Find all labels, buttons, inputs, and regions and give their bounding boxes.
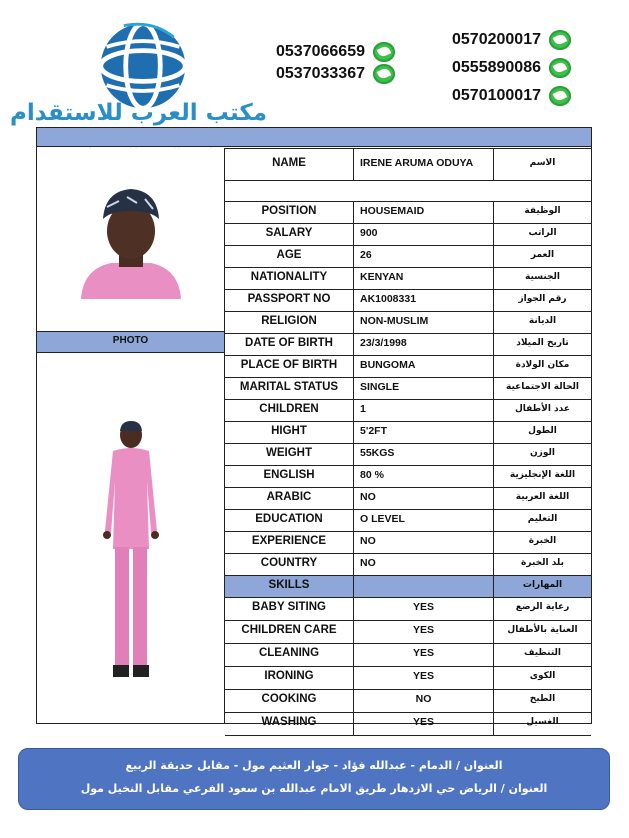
field-row bbox=[225, 268, 591, 290]
field-label: RELIGION bbox=[225, 312, 354, 333]
field-value: HOUSEMAID bbox=[354, 202, 494, 223]
table-header-band bbox=[36, 127, 592, 147]
field-value: KENYAN bbox=[354, 268, 494, 289]
field-label: BABY SITING bbox=[225, 598, 354, 620]
field-row bbox=[225, 466, 591, 488]
field-label-arabic: التعليم bbox=[527, 514, 558, 524]
field-label: PASSPORT NO bbox=[225, 290, 354, 311]
field-value: 55KGS bbox=[354, 444, 494, 465]
skill-row bbox=[225, 690, 591, 713]
field-row bbox=[225, 422, 591, 444]
portrait-photo bbox=[37, 148, 224, 331]
field-label: CLEANING bbox=[225, 644, 354, 666]
photo-label: PHOTO bbox=[37, 331, 224, 353]
address-footer bbox=[18, 748, 610, 810]
field-label: DATE OF BIRTH bbox=[225, 334, 354, 355]
field-label-arabic: العمر bbox=[530, 250, 555, 260]
phone-right-3[interactable] bbox=[452, 86, 571, 106]
address-line-2: العنوان / الرياض حي الازدهار طريق الامام عبدالله بن سعود الفرعي مقابل النخيل مول bbox=[80, 782, 548, 795]
skill-row bbox=[225, 598, 591, 621]
field-value: NO bbox=[354, 554, 494, 575]
field-label-arabic: الديانة bbox=[528, 316, 557, 326]
whatsapp-icon bbox=[549, 58, 571, 78]
field-value: BUNGOMA bbox=[354, 356, 494, 377]
skills-value-empty bbox=[354, 576, 494, 597]
skill-row bbox=[225, 667, 591, 690]
field-label-arabic: الاسم bbox=[529, 158, 556, 168]
field-value: YES bbox=[354, 667, 494, 689]
field-label-arabic: بلد الخبرة bbox=[521, 558, 564, 568]
field-label: NATIONALITY bbox=[225, 268, 354, 289]
field-label: EXPERIENCE bbox=[225, 532, 354, 553]
field-label-arabic: الوزن bbox=[530, 448, 555, 458]
skills-header-row bbox=[225, 576, 591, 598]
field-value: NO bbox=[354, 488, 494, 509]
field-label: POSITION bbox=[225, 202, 354, 223]
field-label-arabic: الحالة الاجتماعية bbox=[506, 382, 579, 392]
full-body-photo bbox=[37, 353, 224, 723]
field-value: YES bbox=[354, 598, 494, 620]
field-row bbox=[225, 334, 591, 356]
field-value: 23/3/1998 bbox=[354, 334, 494, 355]
field-row bbox=[225, 148, 591, 181]
phone-number: 0570200017 bbox=[452, 31, 541, 48]
field-label: WEIGHT bbox=[225, 444, 354, 465]
field-label: NAME bbox=[225, 149, 354, 181]
field-label: COUNTRY bbox=[225, 554, 354, 575]
field-value: SINGLE bbox=[354, 378, 494, 399]
skills-label: SKILLS bbox=[225, 576, 354, 597]
whatsapp-icon bbox=[549, 86, 571, 106]
full-body-image bbox=[91, 421, 171, 691]
blank-row bbox=[225, 181, 591, 202]
phone-number: 0537066659 bbox=[276, 43, 365, 60]
portrait-image bbox=[71, 181, 191, 299]
field-label-arabic: الغسيل bbox=[526, 717, 559, 727]
field-value: NO bbox=[354, 532, 494, 553]
field-label-arabic: الجنسية bbox=[525, 272, 560, 282]
field-value: 1 bbox=[354, 400, 494, 421]
field-label-arabic: اللغة العربية bbox=[515, 492, 570, 502]
field-label: ENGLISH bbox=[225, 466, 354, 487]
field-label: COOKING bbox=[225, 690, 354, 712]
field-value: O LEVEL bbox=[354, 510, 494, 531]
phone-number: 0537033367 bbox=[276, 65, 365, 82]
field-value: NO bbox=[354, 690, 494, 712]
phone-right-1[interactable] bbox=[452, 30, 571, 50]
field-label-arabic: رعاية الرضع bbox=[515, 602, 570, 612]
field-row bbox=[225, 400, 591, 422]
field-value: YES bbox=[354, 644, 494, 666]
field-row bbox=[225, 444, 591, 466]
field-row bbox=[225, 554, 591, 576]
field-row bbox=[225, 510, 591, 532]
field-label: PLACE OF BIRTH bbox=[225, 356, 354, 377]
field-value: YES bbox=[354, 621, 494, 643]
field-value: 26 bbox=[354, 246, 494, 267]
field-label: CHILDREN CARE bbox=[225, 621, 354, 643]
field-value: AK1008331 bbox=[354, 290, 494, 311]
field-row bbox=[225, 224, 591, 246]
field-row bbox=[225, 246, 591, 268]
brand-name: مكتب العرب للاستقدام bbox=[10, 100, 267, 126]
field-value: YES bbox=[354, 713, 494, 735]
field-value: NON-MUSLIM bbox=[354, 312, 494, 333]
skill-row bbox=[225, 621, 591, 644]
field-label: SALARY bbox=[225, 224, 354, 245]
field-label-arabic: تاريخ الميلاد bbox=[516, 338, 569, 348]
skills-label-arabic: المهارات bbox=[494, 576, 591, 597]
whatsapp-icon bbox=[549, 30, 571, 50]
field-label: AGE bbox=[225, 246, 354, 267]
address-line-1: العنوان / الدمام - عبدالله فؤاد - جوار العثيم مول - مقابل حديقة الربيع bbox=[125, 759, 503, 772]
field-row bbox=[225, 378, 591, 400]
field-value: 80 % bbox=[354, 466, 494, 487]
field-row bbox=[225, 202, 591, 224]
phone-left-1[interactable] bbox=[276, 42, 395, 62]
phone-right-2[interactable] bbox=[452, 58, 571, 78]
field-row bbox=[225, 488, 591, 510]
whatsapp-icon bbox=[373, 64, 395, 84]
field-label-arabic: الخبرة bbox=[528, 536, 557, 546]
field-label-arabic: الكوى bbox=[529, 671, 556, 681]
field-label: EDUCATION bbox=[225, 510, 354, 531]
field-label-arabic: العناية بالأطفال bbox=[507, 625, 578, 635]
field-label: CHILDREN bbox=[225, 400, 354, 421]
skill-row bbox=[225, 713, 591, 736]
whatsapp-icon bbox=[373, 42, 395, 62]
field-row bbox=[225, 356, 591, 378]
field-label-arabic: الوظيفة bbox=[524, 206, 561, 216]
field-label: WASHING bbox=[225, 713, 354, 735]
field-label-arabic: الطول bbox=[528, 426, 557, 436]
field-row bbox=[225, 532, 591, 554]
field-value: 5'2FT bbox=[354, 422, 494, 443]
field-label-arabic: التنظيف bbox=[524, 648, 561, 658]
field-label: HIGHT bbox=[225, 422, 354, 443]
skill-row bbox=[225, 644, 591, 667]
field-value: 900 bbox=[354, 224, 494, 245]
field-label-arabic: الطبخ bbox=[529, 694, 556, 704]
phone-number: 0555890086 bbox=[452, 59, 541, 76]
field-label: MARITAL STATUS bbox=[225, 378, 354, 399]
field-label-arabic: رقم الجواز bbox=[518, 294, 567, 304]
field-label-arabic: اللغة الإنجليزية bbox=[509, 470, 576, 480]
field-label-arabic: مكان الولادة bbox=[515, 360, 570, 370]
field-label: IRONING bbox=[225, 667, 354, 689]
field-label-arabic: الراتب bbox=[528, 228, 557, 238]
field-row bbox=[225, 290, 591, 312]
phone-left-2[interactable] bbox=[276, 64, 395, 84]
field-value: IRENE ARUMA ODUYA bbox=[354, 149, 494, 181]
field-label: ARABIC bbox=[225, 488, 354, 509]
phone-number: 0570100017 bbox=[452, 87, 541, 104]
field-row bbox=[225, 312, 591, 334]
field-label-arabic: عدد الأطفال bbox=[514, 404, 571, 414]
